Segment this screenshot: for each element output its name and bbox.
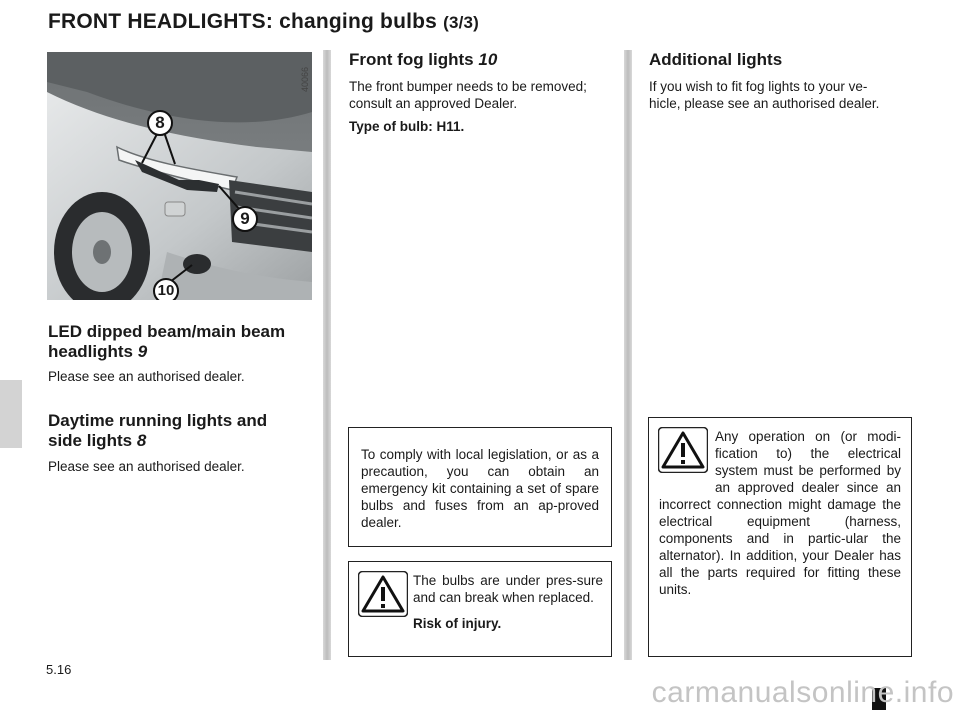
additional-text-line2: hicle, please see an authorised dealer. — [649, 96, 880, 111]
bulb-warning-body — [413, 572, 603, 632]
electrical-warning-text: Any operation on (or modi-fication to) the electrical system must be performed by an approved dealer since an incorrect connection might damage the electrical equipment (harness, components and in partic-ular the alternator). In addition, your Dealer has all the parts required for fitting these units. — [659, 429, 901, 597]
warning-triangle-icon — [358, 571, 408, 617]
callout-8: 8 — [147, 110, 173, 136]
icon-float-spacer — [659, 428, 715, 492]
led-heading-ref-number: 9 — [137, 342, 148, 361]
fog-text-line1: The front bumper needs to be removed; — [349, 79, 587, 94]
daytime-lights-text: Please see an authorised dealer. — [48, 459, 245, 474]
drl-heading-line2-text: side lights — [48, 431, 133, 450]
watermark-url: carmanualsonline.info — [651, 676, 954, 709]
additional-lights-heading: Additional lights — [649, 50, 783, 69]
emergency-kit-text: To comply with local legislation, or as a precaution, you can obtain an emergency kit containing a set of spare bulbs and fuses from an ap-proved dealer. — [361, 447, 599, 530]
emergency-kit-note — [348, 427, 612, 547]
electrical-warning-body — [659, 428, 901, 598]
section-tab — [0, 380, 22, 448]
risk-of-injury: Risk of injury. — [413, 616, 502, 631]
fog-heading-ref-number: 10 — [478, 50, 498, 69]
bulb-pressure-warning — [348, 561, 612, 657]
fog-lights-text — [349, 78, 614, 112]
led-heading-line1: LED dipped beam/main beam — [48, 322, 286, 341]
drl-heading-ref-number: 8 — [136, 431, 147, 450]
car-front-illustration — [47, 52, 312, 300]
daytime-lights-heading — [48, 411, 318, 451]
led-heading-line2 — [48, 342, 318, 362]
led-headlights-heading — [48, 322, 318, 362]
page-title-text: FRONT HEADLIGHTS: changing bulbs — [48, 10, 438, 33]
additional-text-line1: If you wish to fit fog lights to your ve- — [649, 79, 868, 94]
additional-lights-text — [649, 78, 912, 112]
fog-text-line2: consult an approved Dealer. — [349, 96, 518, 111]
page-title-suffix: (3/3) — [443, 13, 480, 32]
page-number: 5.16 — [46, 662, 72, 677]
fog-heading-text: Front fog lights — [349, 50, 474, 69]
photo-reference-code: 40066 — [300, 66, 310, 92]
fog-lights-heading — [349, 50, 497, 70]
page-title — [48, 10, 479, 34]
drl-heading-line1: Daytime running lights and — [48, 411, 268, 430]
callout-9: 9 — [232, 206, 258, 232]
led-headlights-text: Please see an authorised dealer. — [48, 369, 245, 384]
drl-heading-line2 — [48, 431, 318, 451]
headlight-photo — [47, 52, 312, 300]
electrical-warning — [648, 417, 912, 657]
led-heading-line2-text: headlights — [48, 342, 134, 361]
column-divider-1 — [323, 50, 331, 660]
bulb-type: Type of bulb: H11. — [349, 119, 465, 134]
bulb-warning-text: The bulbs are under pres-sure and can break when replaced. — [413, 573, 603, 605]
callout-10: 10 — [153, 278, 179, 300]
column-divider-2 — [624, 50, 632, 660]
